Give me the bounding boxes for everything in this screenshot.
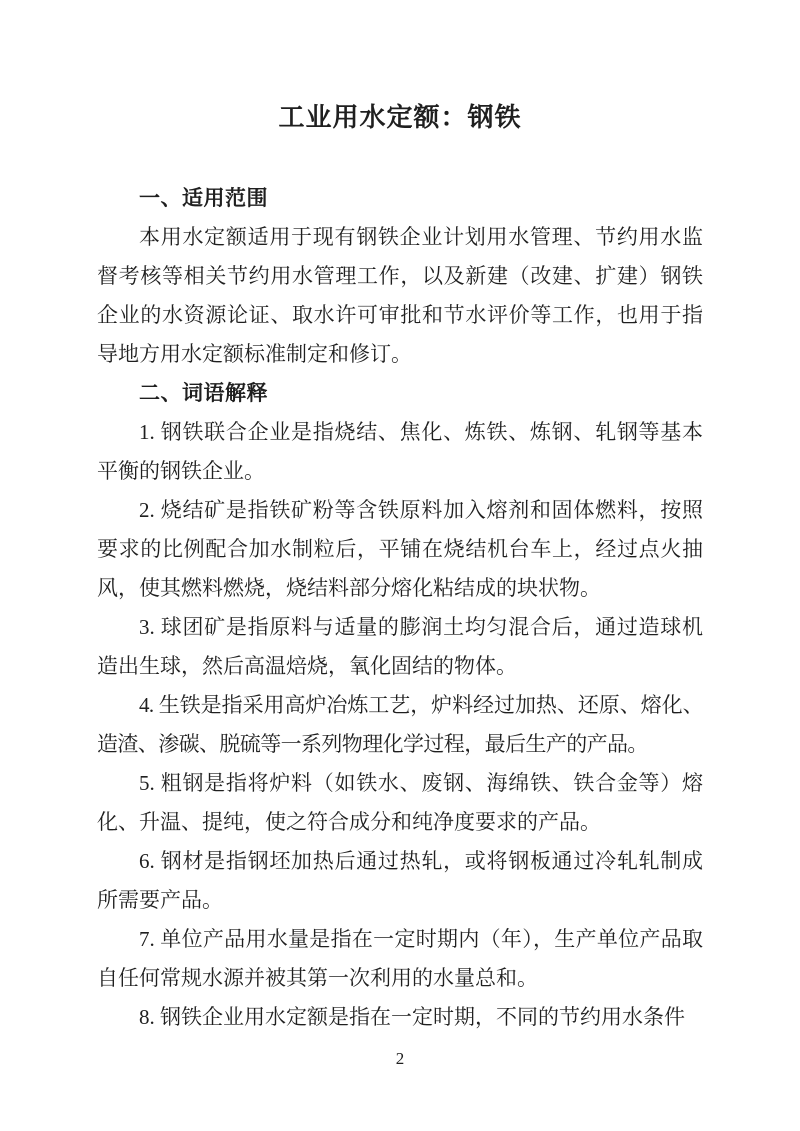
section-heading: 一、适用范围	[139, 187, 268, 210]
paragraph: 2. 烧结矿是指铁矿粉等含铁原料加入熔剂和固体燃料，按照要求的比例配合加水制粒后，平铺在烧结机台车上，经过点火抽风，使其燃料燃烧，烧结料部分熔化粘结成的块状物。	[97, 498, 703, 600]
paragraph: 8. 钢铁企业用水定额是指在一定时期，不同的节约用水条件	[139, 1005, 685, 1029]
paragraph: 3. 球团矿是指原料与适量的膨润土均匀混合后，通过造球机造出生球，然后高温焙烧，氧化固结的物体。	[97, 615, 703, 678]
paragraph: 7. 单位产品用水量是指在一定时期内（年），生产单位产品取自任何常规水源并被其第一次利用的水量总和。	[97, 927, 703, 990]
paragraph: 本用水定额适用于现有钢铁企业计划用水管理、节约用水监督考核等相关节约用水管理工作，以及新建（改建、扩建）钢铁企业的水资源论证、取水许可审批和节水评价等工作，也用于指导地方用水定额标准制定和修订。	[97, 225, 703, 366]
document-title: 工业用水定额：钢铁	[278, 103, 522, 132]
paragraph: 5. 粗钢是指将炉料（如铁水、废钢、海绵铁、铁合金等）熔化、升温、提纯，使之符合成分和纯净度要求的产品。	[97, 771, 703, 834]
document-body	[97, 179, 703, 1037]
paragraph: 1. 钢铁联合企业是指烧结、焦化、炼铁、炼钢、轧钢等基本平衡的钢铁企业。	[97, 420, 703, 483]
paragraph: 4. 生铁是指采用高炉冶炼工艺，炉料经过加热、还原、熔化、造渣、渗碳、脱硫等一系列物理化学过程，最后生产的产品。	[97, 693, 703, 756]
page-number: 2	[395, 1049, 405, 1068]
section-heading: 二、词语解释	[139, 382, 268, 405]
paragraph: 6. 钢材是指钢坯加热后通过热轧，或将钢板通过冷轧轧制成所需要产品。	[97, 849, 703, 912]
